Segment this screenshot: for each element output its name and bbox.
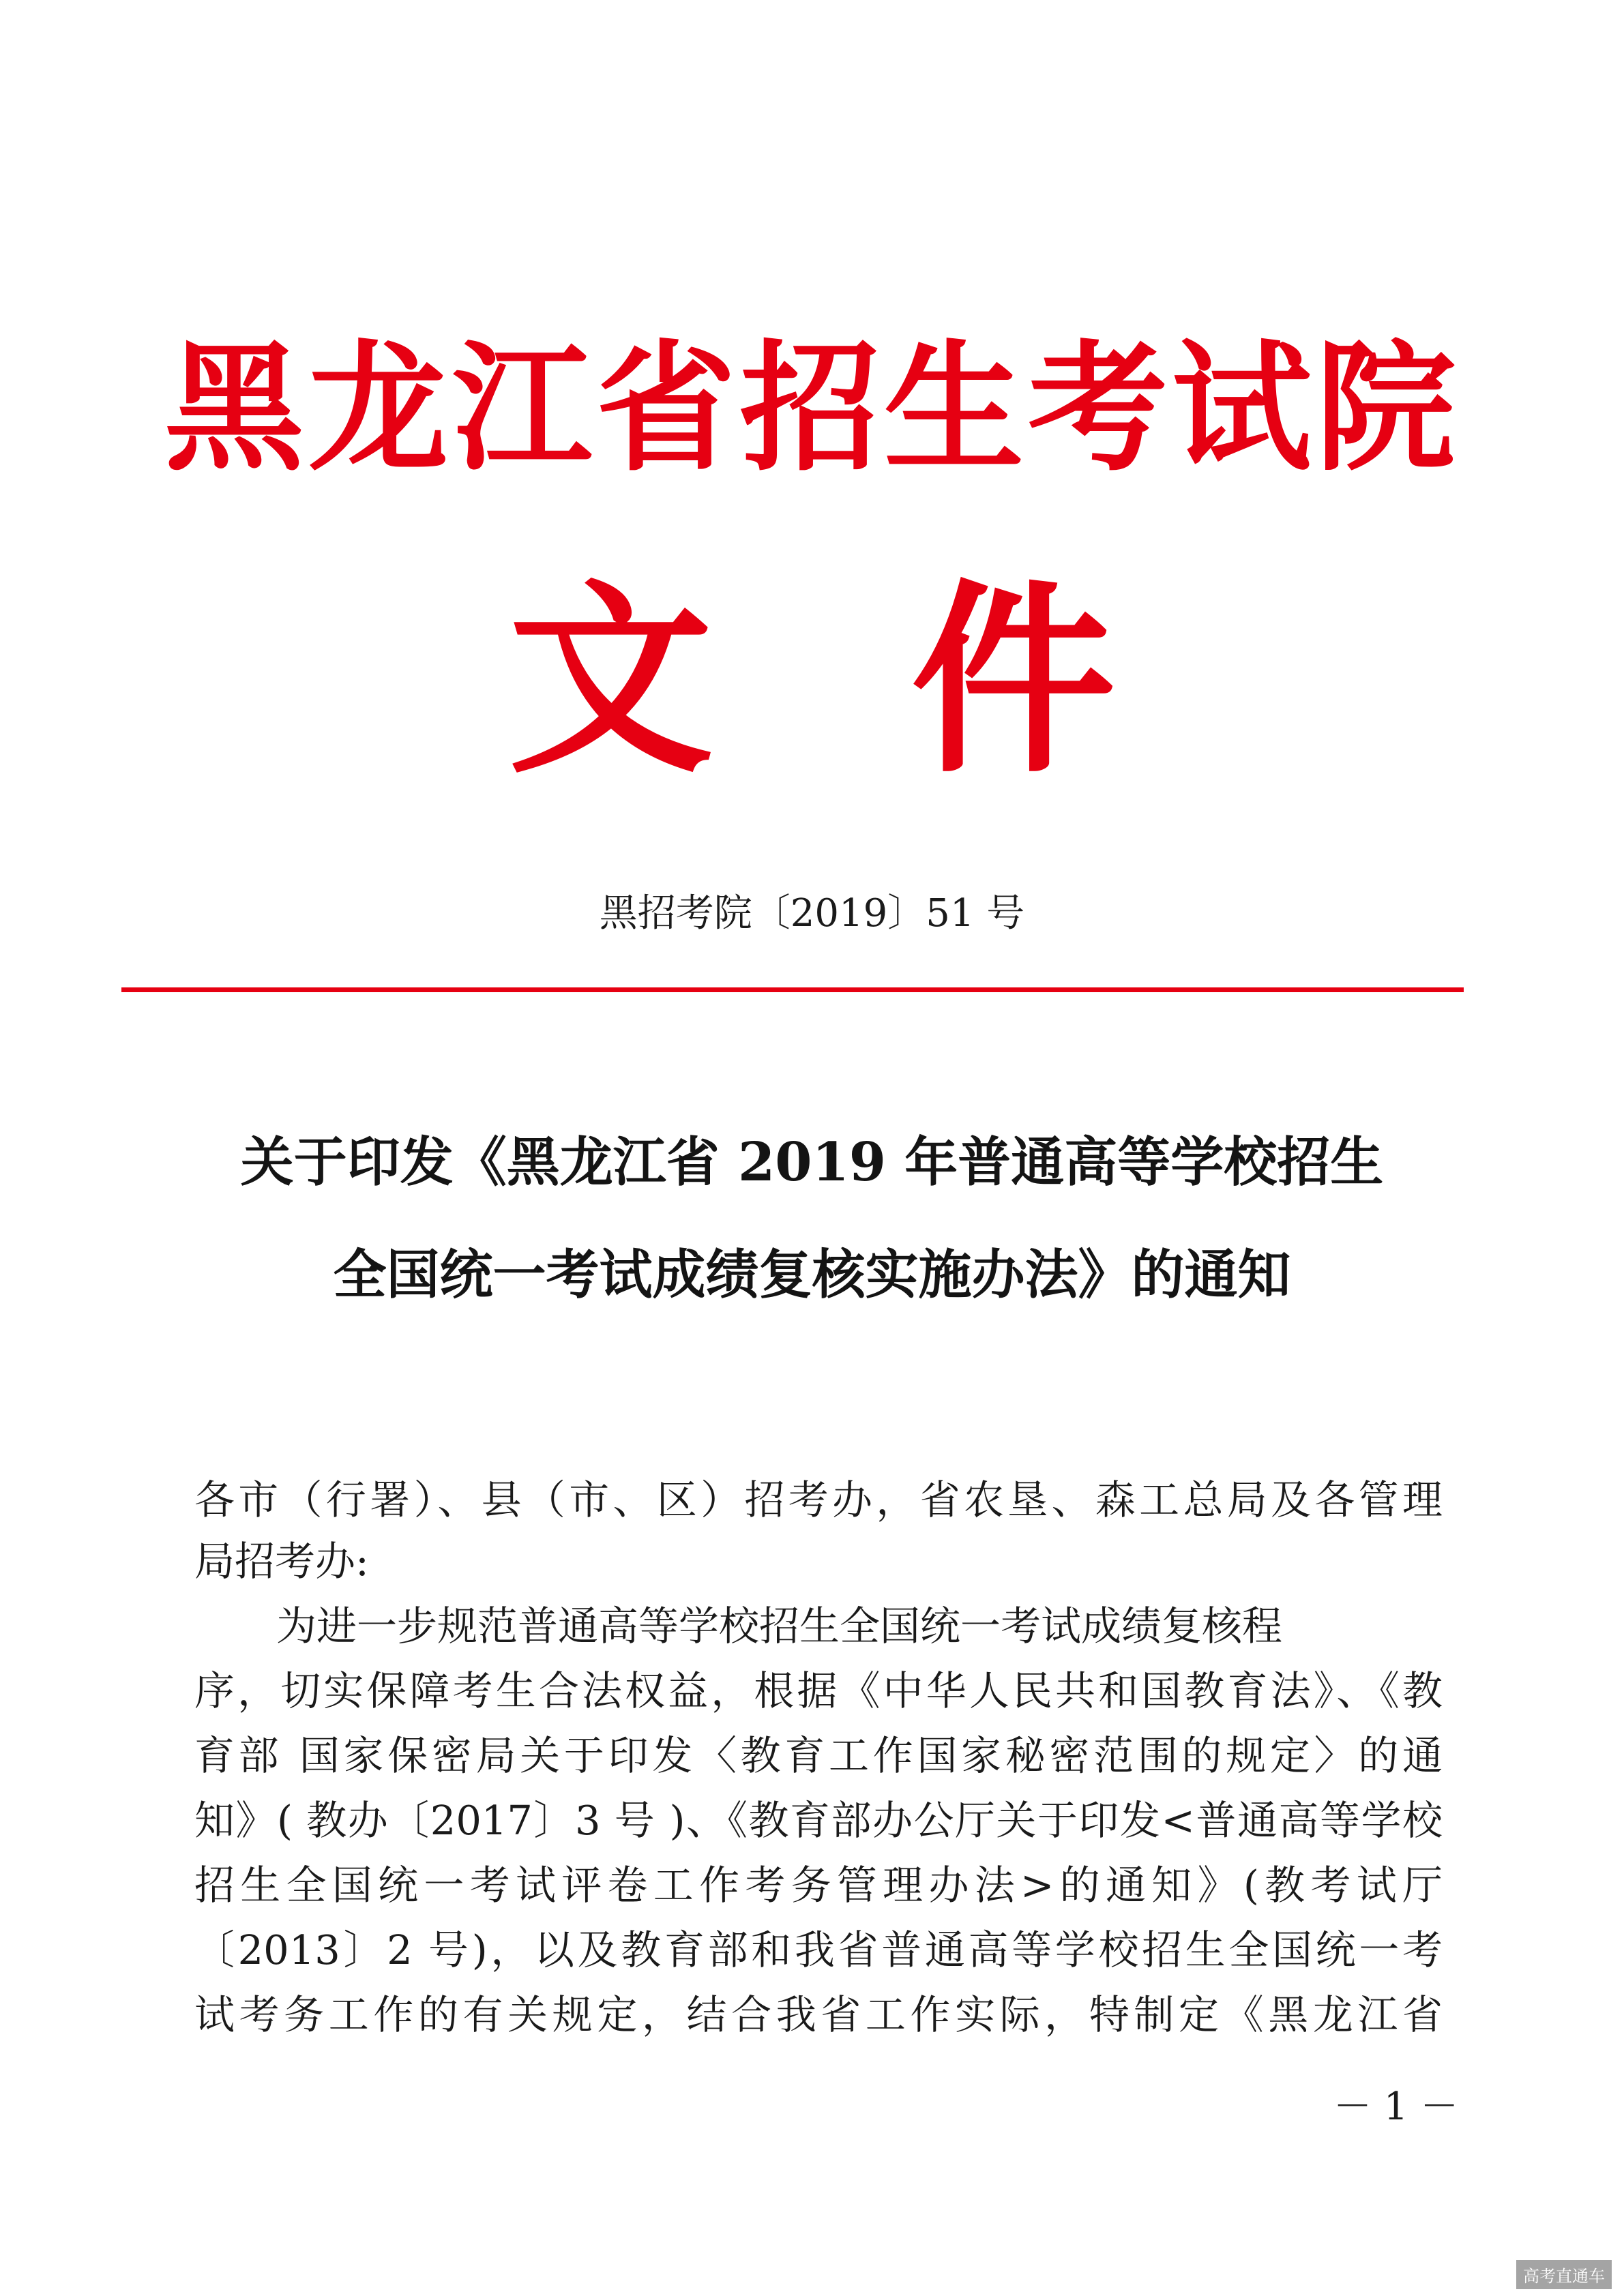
page-number: － 1 － <box>1333 2085 1459 2129</box>
body-line: 招生全国统一考试评卷工作考务管理办法>的通知》(教考试厅 <box>194 1862 1443 1909</box>
red-separator-line <box>121 987 1464 992</box>
body-line-paragraph-start: 为进一步规范普通高等学校招生全国统一考试成绩复核程 <box>276 1602 1283 1650</box>
issuing-organization-name: 黑龙江省招生考试院 <box>164 328 1460 490</box>
document-word-char-1: 文 <box>508 563 713 801</box>
document-word-char-2: 件 <box>911 563 1116 801</box>
notice-title-line-2: 全国统一考试成绩复核实施办法》的通知 <box>333 1244 1291 1306</box>
body-line: 〔2013〕2 号)，以及教育部和我省普通高等学校招生全国统一考 <box>194 1926 1443 1973</box>
body-line: 知》( 教办〔2017〕3 号 )、《教育部办公厅关于印发<普通高等学校 <box>194 1797 1443 1844</box>
body-line-addressee: 各市（行署）、县（市、区）招考办，省农垦、森工总局及各管理 <box>194 1476 1443 1523</box>
notice-title-line-1: 关于印发《黑龙江省 2019 年普通高等学校招生 <box>240 1131 1384 1193</box>
document-number: 黑招考院〔2019〕51 号 <box>599 891 1025 936</box>
body-line: 育部 国家保密局关于印发〈教育工作国家秘密范围的规定〉的通 <box>194 1732 1443 1779</box>
body-line: 序，切实保障考生合法权益，根据《中华人民共和国教育法》、《教 <box>194 1667 1443 1714</box>
body-line: 试考务工作的有关规定，结合我省工作实际，特制定《黑龙江省 <box>194 1991 1443 2038</box>
document-word <box>0 563 1624 801</box>
source-watermark: 高考直通车 <box>1516 2260 1612 2289</box>
body-line-addressee-cont: 局招考办: <box>194 1538 369 1585</box>
